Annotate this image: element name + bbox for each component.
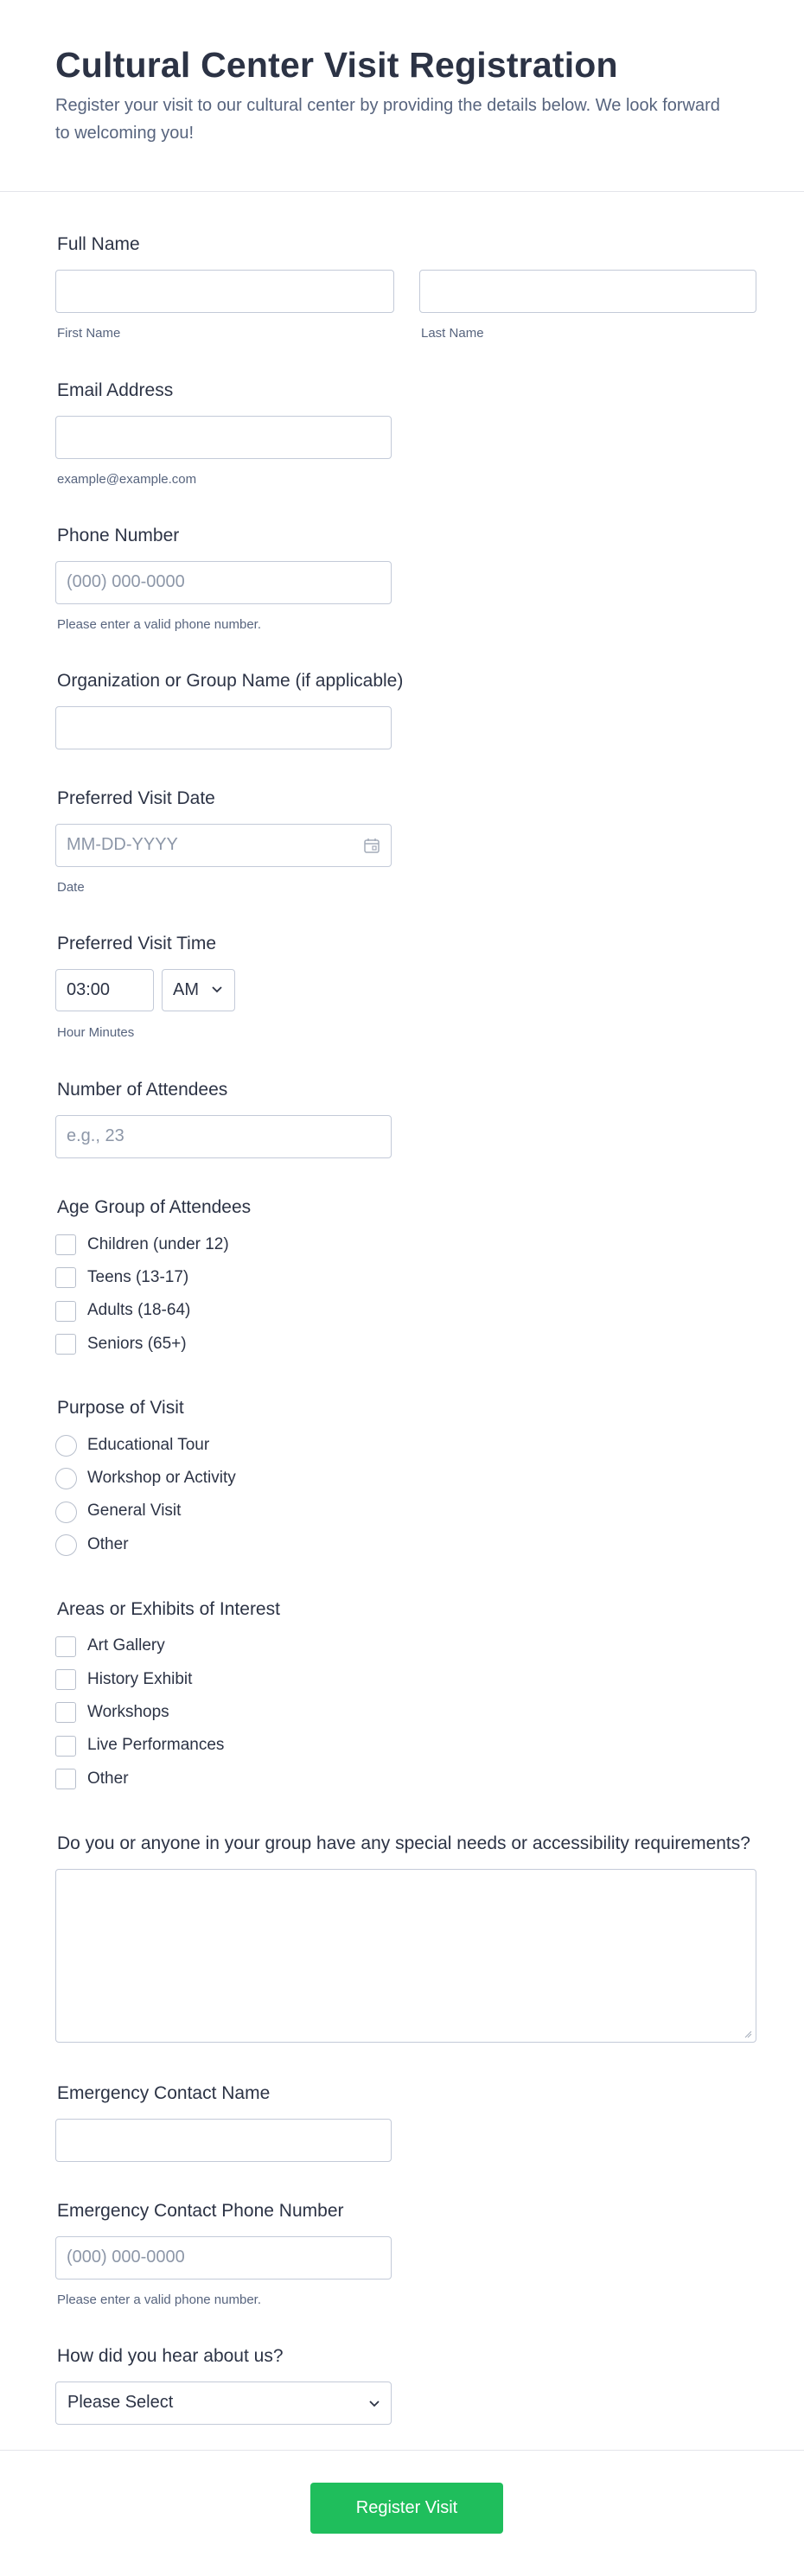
age-seniors-label: Seniors (65+) [87,1335,187,1353]
email-input[interactable] [55,416,392,459]
area-art-label: Art Gallery [87,1636,165,1655]
footer-divider [0,2450,804,2451]
age-children-label: Children (under 12) [87,1235,229,1253]
purpose-workshop-radio[interactable] [55,1468,77,1489]
visit-date-sublabel: Date [57,880,85,895]
emergency-phone-input[interactable]: (000) 000-0000 [55,2236,392,2280]
purpose-other-label: Other [87,1535,129,1553]
phone-input[interactable]: (000) 000-0000 [55,561,392,604]
area-other-label: Other [87,1769,129,1788]
email-sublabel: example@example.com [57,472,197,487]
area-performances-checkbox[interactable] [55,1736,76,1757]
age-teens-label: Teens (13-17) [87,1268,189,1286]
attendees-input[interactable]: e.g., 23 [55,1115,392,1158]
special-needs-textarea[interactable] [55,1869,756,2043]
area-workshops-label: Workshops [87,1703,169,1721]
visit-date-placeholder: MM-DD-YYYY [67,835,178,854]
age-group-label: Age Group of Attendees [57,1197,252,1217]
first-name-input[interactable] [55,270,394,313]
age-adults-label: Adults (18-64) [87,1301,191,1319]
age-adults-checkbox[interactable] [55,1301,76,1322]
visit-date-label: Preferred Visit Date [57,788,215,808]
age-teens-checkbox[interactable] [55,1267,76,1288]
phone-label: Phone Number [57,526,180,545]
phone-sublabel: Please enter a valid phone number. [57,617,261,632]
area-workshops-checkbox[interactable] [55,1702,76,1723]
email-label: Email Address [57,380,174,400]
special-needs-label: Do you or anyone in your group have any special needs or accessibility requirements? [57,1833,750,1853]
purpose-general-label: General Visit [87,1502,182,1520]
hear-about-select[interactable] [55,2382,392,2425]
emergency-name-label: Emergency Contact Name [57,2083,271,2103]
first-name-sublabel: First Name [57,326,121,341]
purpose-educational-radio[interactable] [55,1435,77,1457]
emergency-name-input[interactable] [55,2119,392,2162]
resize-handle-icon[interactable] [743,2030,752,2038]
purpose-other-radio[interactable] [55,1534,77,1556]
area-history-checkbox[interactable] [55,1669,76,1690]
ampm-select[interactable] [162,969,235,1011]
age-children-checkbox[interactable] [55,1234,76,1255]
ampm-value: AM [173,980,199,999]
last-name-sublabel: Last Name [421,326,484,341]
age-seniors-checkbox[interactable] [55,1334,76,1355]
area-other-checkbox[interactable] [55,1769,76,1789]
purpose-workshop-label: Workshop or Activity [87,1469,236,1487]
register-visit-button[interactable]: Register Visit [310,2483,503,2534]
chevron-down-icon [368,2400,380,2408]
calendar-icon[interactable] [363,837,380,854]
visit-date-input[interactable] [55,824,392,867]
visit-time-sublabel: Hour Minutes [57,1025,135,1040]
emergency-phone-label: Emergency Contact Phone Number [57,2201,344,2221]
organization-input[interactable] [55,706,392,749]
purpose-label: Purpose of Visit [57,1398,184,1418]
form-header [0,0,804,192]
last-name-input[interactable] [419,270,756,313]
hear-about-selected: Please Select [67,2393,174,2412]
organization-label: Organization or Group Name (if applicable) [57,671,404,691]
areas-label: Areas or Exhibits of Interest [57,1599,280,1619]
area-performances-label: Live Performances [87,1736,225,1754]
area-history-label: History Exhibit [87,1670,193,1688]
emergency-phone-sublabel: Please enter a valid phone number. [57,2292,261,2307]
visit-time-label: Preferred Visit Time [57,934,217,953]
attendees-label: Number of Attendees [57,1080,228,1100]
full-name-label: Full Name [57,234,140,254]
page-title: Cultural Center Visit Registration [55,45,618,85]
purpose-educational-label: Educational Tour [87,1436,210,1454]
area-art-checkbox[interactable] [55,1636,76,1657]
visit-time-input[interactable]: 03:00 [55,969,154,1011]
purpose-general-radio[interactable] [55,1502,77,1523]
page-subtitle: Register your visit to our cultural center by providing the details below. We look forward to welcoming you! [55,96,720,143]
hear-about-label: How did you hear about us? [57,2346,284,2366]
chevron-down-icon [211,985,223,994]
